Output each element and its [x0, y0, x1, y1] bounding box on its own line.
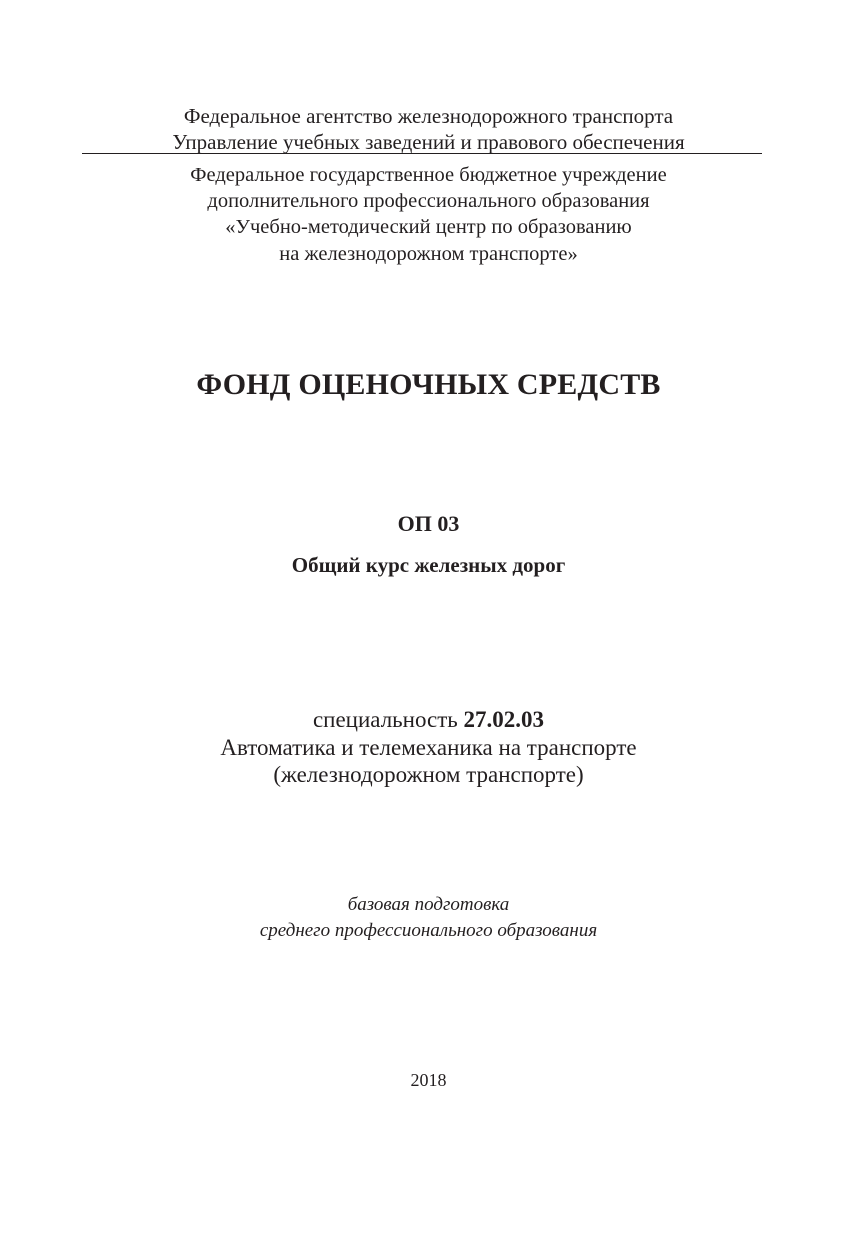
- training-level-line-2: среднего профессионального образования: [259, 920, 598, 941]
- course-name: Общий курс железных дорог: [291, 553, 566, 577]
- institution-line-1: Федеральное государственное бюджетное учреждение: [190, 164, 667, 186]
- specialty-code: 27.02.03: [463, 707, 545, 732]
- training-level-line-1: базовая подготовка: [347, 894, 510, 915]
- specialty-label: специальность: [312, 707, 464, 732]
- agency-name: Федеральное агентство железнодорожного транспорта: [183, 104, 674, 128]
- specialty-line: [0, 708, 857, 731]
- document-title: ФОНД ОЦЕНОЧНЫХ СРЕДСТВ: [196, 368, 661, 401]
- institution-line-4: на железнодорожном транспорте»: [279, 243, 578, 265]
- publication-year: 2018: [410, 1070, 447, 1090]
- header-divider: [82, 153, 762, 154]
- course-code: ОП 03: [397, 511, 460, 536]
- department-name: Управление учебных заведений и правового обеспечения: [172, 130, 685, 154]
- institution-line-2: дополнительного профессионального образования: [207, 190, 650, 212]
- institution-line-3: «Учебно-методический центр по образованию: [225, 216, 632, 238]
- specialty-name-line-2: (железнодорожном транспорте): [273, 762, 584, 787]
- specialty-name-line-1: Автоматика и телемеханика на транспорте: [220, 735, 637, 760]
